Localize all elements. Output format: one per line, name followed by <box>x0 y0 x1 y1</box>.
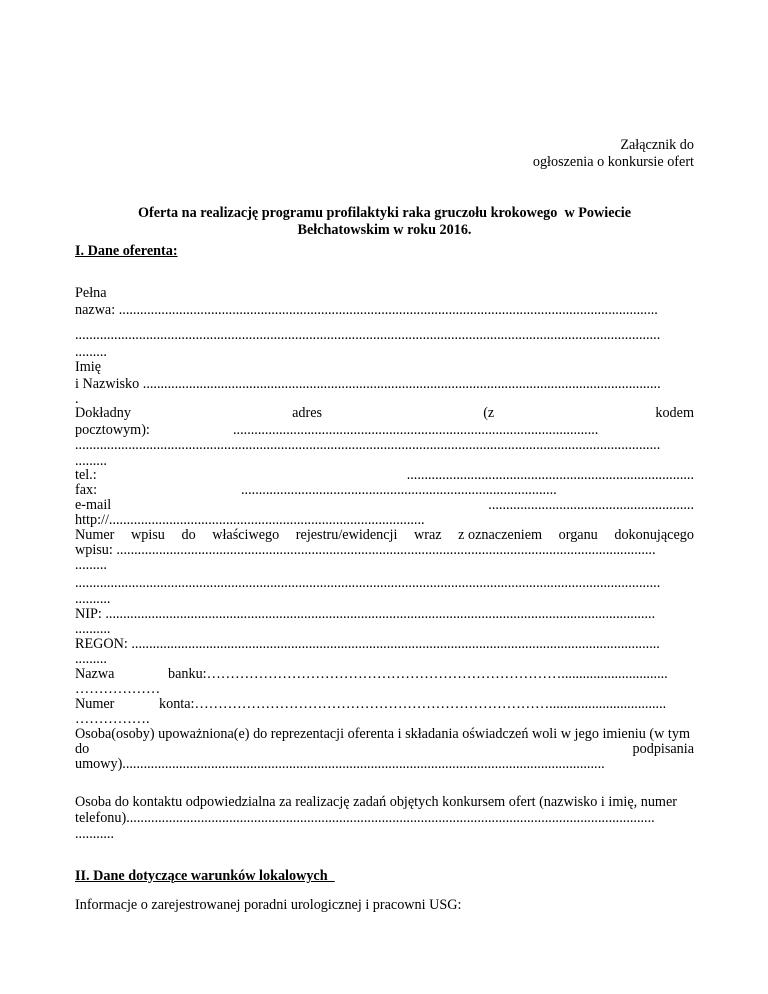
title-line-2: Bełchatowskim w roku 2016. <box>297 222 472 238</box>
register-word: do <box>181 527 196 543</box>
tel-label: tel.: <box>75 467 97 483</box>
fax-label: fax: <box>75 482 98 498</box>
account-rest: konta:…………………………………………………………………................................. <box>159 696 667 712</box>
title-line-1: Oferta na realizację programu profilaktyki raka gruczołu krokowego w Powiecie <box>137 205 632 221</box>
register-word: organu <box>558 527 598 543</box>
register-word: właściwego <box>212 527 280 543</box>
address-postal-label: pocztowym): <box>75 422 150 438</box>
email-label: e-mail <box>75 497 112 513</box>
register-dots-long: ..................................................................................................................................................................... <box>75 575 661 591</box>
account-cont: ……………. <box>75 711 150 727</box>
name-label-2: i Nazwisko .................................................................................................................................................. <box>75 376 661 392</box>
contact-line-2: telefonu)..................................................................................................................................................... <box>75 810 655 826</box>
regon-line: REGON: ..................................................................................................................................................... <box>75 636 660 652</box>
address-dots-short: ......... <box>75 453 107 469</box>
nip-dots: .......... <box>75 621 111 637</box>
contact-line-3: ........... <box>75 826 115 842</box>
authorized-line-3: umowy)........................................................................................................................................ <box>75 756 605 772</box>
authorized-line-1: Osoba(osoby) upoważniona(e) do reprezentacji oferenta i składania oświadczeń woli w jego imieniu (w tym <box>75 726 690 742</box>
authorized-do: do <box>75 741 90 757</box>
register-word: rejestru/ewidencji <box>295 527 398 543</box>
fax-dots: ......................................................................................... <box>241 482 557 498</box>
name-label-1: Imię <box>75 359 101 375</box>
register-word: dokonującego <box>614 527 694 543</box>
nip-line: NIP: ........................................................................................................................................................... <box>75 606 656 622</box>
authorized-podpisania: podpisania <box>632 741 694 757</box>
account-label: Numer <box>75 696 115 712</box>
section-2-info: Informacje o zarejestrowanej poradni urologicznej i pracowni USG: <box>75 897 462 913</box>
full-name-dots: ..................................................................................................................................................................... <box>75 327 661 343</box>
bank-label: Nazwa <box>75 666 115 682</box>
address-word-2: adres <box>292 405 323 421</box>
register-word: Numer <box>75 527 115 543</box>
section-2-heading: II. Dane dotyczące warunków lokalowych <box>75 868 335 884</box>
contact-line-1: Osoba do kontaktu odpowiedzialna za realizację zadań objętych konkursem ofert (nazwisko i imię, numer <box>75 794 677 810</box>
bank-rest: banku:………………………………………………………………….............................. <box>168 666 668 682</box>
register-word: z oznaczeniem <box>458 527 543 543</box>
annex-line-1: Załącznik do <box>620 137 694 153</box>
address-line-1 <box>75 405 694 422</box>
regon-dots: ......... <box>75 651 107 667</box>
bank-cont: ……………… <box>75 681 161 697</box>
name-dot: . <box>75 391 79 407</box>
register-dots-short: ......... <box>75 557 107 573</box>
full-name-label-2: nazwa: ........................................................................................................................................................ <box>75 302 658 318</box>
tel-dots: ................................................................................. <box>406 467 694 483</box>
http-line: http://......................................................................................... <box>75 512 425 528</box>
address-postal-dots: ....................................................................................................... <box>233 422 599 438</box>
register-dots-short-2: .......... <box>75 591 111 607</box>
register-word: wraz <box>414 527 442 543</box>
full-name-label-1: Pełna <box>75 285 107 301</box>
email-dots: .......................................................... <box>488 497 694 513</box>
address-word-4: kodem <box>655 405 694 421</box>
address-word-1: Dokładny <box>75 405 131 421</box>
register-word: wpisu <box>130 527 165 543</box>
full-name-dots-short: ......... <box>75 344 107 360</box>
annex-line-2: ogłoszenia o konkursie ofert <box>532 154 694 170</box>
address-dots: ..................................................................................................................................................................... <box>75 437 661 453</box>
address-word-3: (z <box>483 405 495 421</box>
register-line-2: wpisu: ........................................................................................................................................................ <box>75 542 656 558</box>
section-1-heading: I. Dane oferenta: <box>75 243 178 259</box>
